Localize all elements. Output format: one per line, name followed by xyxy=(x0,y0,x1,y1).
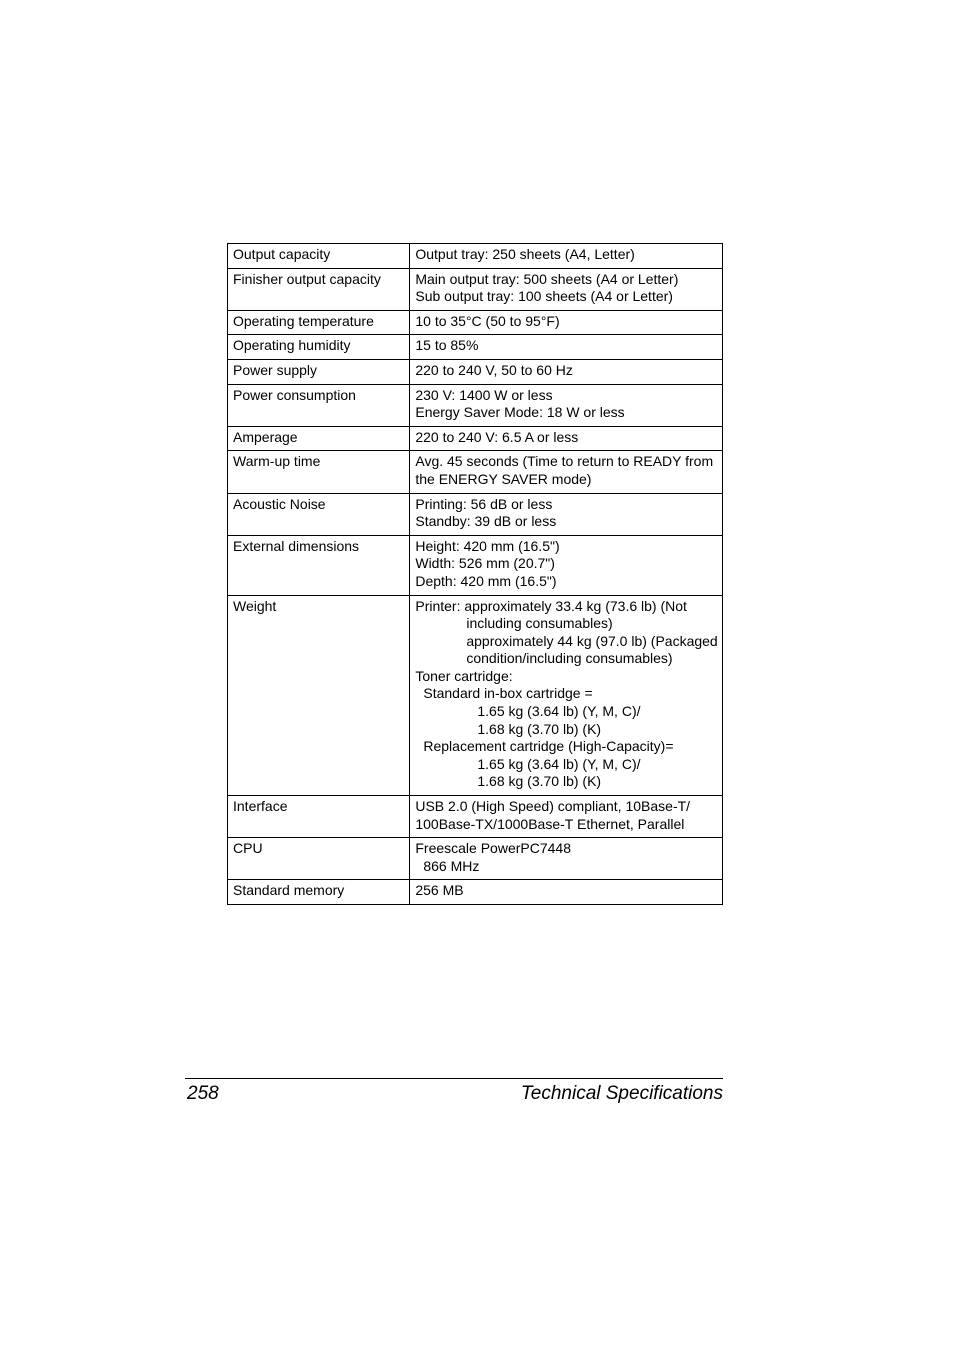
spec-value-line: approximately 44 kg (97.0 lb) (Packaged xyxy=(466,632,718,649)
spec-value-line: Sub output tray: 100 sheets (A4 or Letter) xyxy=(415,288,673,305)
spec-value xyxy=(410,244,723,269)
spec-row xyxy=(228,335,723,360)
spec-value-line: Freescale PowerPC7448 xyxy=(415,840,571,857)
spec-value-line: Depth: 420 mm (16.5") xyxy=(415,572,557,589)
spec-value-line: Main output tray: 500 sheets (A4 or Letter) xyxy=(415,270,679,287)
spec-label: Finisher output capacity xyxy=(228,268,410,310)
spec-value-line: Toner cartridge: xyxy=(415,667,513,684)
spec-label: Warm-up time xyxy=(228,451,410,493)
spec-label: External dimensions xyxy=(228,535,410,595)
spec-value xyxy=(410,268,723,310)
spec-row xyxy=(228,451,723,493)
spec-value-line: 15 to 85% xyxy=(415,337,479,354)
spec-label: Weight xyxy=(228,595,410,796)
spec-value xyxy=(410,310,723,335)
spec-value-line: 1.68 kg (3.70 lb) (K) xyxy=(477,773,602,790)
spec-label: Operating temperature xyxy=(228,310,410,335)
spec-value-line: USB 2.0 (High Speed) compliant, 10Base-T/ xyxy=(415,798,691,815)
footer-rule xyxy=(185,1078,723,1079)
spec-value-line: 220 to 240 V, 50 to 60 Hz xyxy=(415,361,573,378)
spec-label: Amperage xyxy=(228,426,410,451)
spec-label: Interface xyxy=(228,796,410,838)
spec-value xyxy=(410,359,723,384)
spec-value-line: 1.68 kg (3.70 lb) (K) xyxy=(477,720,602,737)
spec-value-line: 256 MB xyxy=(415,882,464,899)
spec-table-body xyxy=(228,244,723,905)
spec-value xyxy=(410,384,723,426)
spec-value-line: Standby: 39 dB or less xyxy=(415,513,557,530)
spec-value xyxy=(410,880,723,905)
spec-value xyxy=(410,796,723,838)
spec-label: Output capacity xyxy=(228,244,410,269)
spec-row xyxy=(228,359,723,384)
spec-value-line: Replacement cartridge (High-Capacity)= xyxy=(423,738,674,755)
spec-value-line: 866 MHz xyxy=(423,857,480,874)
footer-title: Technical Specifications xyxy=(520,1083,723,1104)
spec-row xyxy=(228,384,723,426)
spec-label: Standard memory xyxy=(228,880,410,905)
spec-row xyxy=(228,838,723,880)
spec-label: Power consumption xyxy=(228,384,410,426)
spec-value-line: Printing: 56 dB or less xyxy=(415,495,553,512)
spec-row xyxy=(228,268,723,310)
spec-value xyxy=(410,535,723,595)
spec-value xyxy=(410,595,723,796)
spec-value-line: Output tray: 250 sheets (A4, Letter) xyxy=(415,246,635,262)
spec-value-line: Height: 420 mm (16.5") xyxy=(415,537,560,554)
spec-value-line: Standard in-box cartridge = xyxy=(423,685,593,702)
spec-table xyxy=(227,243,723,905)
spec-value-line: 220 to 240 V: 6.5 A or less xyxy=(415,428,579,445)
spec-value-line: 100Base-TX/1000Base-T Ethernet, Parallel xyxy=(415,815,685,832)
spec-value-line: condition/including consumables) xyxy=(466,650,673,667)
spec-value xyxy=(410,493,723,535)
spec-value-line: Avg. 45 seconds (Time to return to READY from xyxy=(415,453,714,470)
spec-value-line: 1.65 kg (3.64 lb) (Y, M, C)/ xyxy=(477,755,641,772)
spec-value xyxy=(410,426,723,451)
spec-value-line: Energy Saver Mode: 18 W or less xyxy=(415,404,625,421)
spec-label: CPU xyxy=(228,838,410,880)
spec-label: Operating humidity xyxy=(228,335,410,360)
spec-value-line: 10 to 35°C (50 to 95°F) xyxy=(415,312,560,329)
spec-row xyxy=(228,244,723,269)
spec-value xyxy=(410,451,723,493)
spec-label: Acoustic Noise xyxy=(228,493,410,535)
spec-value-line: including consumables) xyxy=(466,615,613,632)
spec-value-line: Printer: approximately 33.4 kg (73.6 lb) (Not xyxy=(415,597,687,614)
spec-row xyxy=(228,880,723,905)
spec-value-line: 230 V: 1400 W or less xyxy=(415,386,553,403)
spec-value-line: Width: 526 mm (20.7") xyxy=(415,555,555,572)
spec-row xyxy=(228,595,723,796)
spec-label: Power supply xyxy=(228,359,410,384)
spec-row xyxy=(228,426,723,451)
spec-row xyxy=(228,796,723,838)
spec-row xyxy=(228,493,723,535)
page-number: 258 xyxy=(187,1083,219,1104)
spec-value-line: 1.65 kg (3.64 lb) (Y, M, C)/ xyxy=(477,703,641,720)
spec-row xyxy=(228,310,723,335)
spec-value xyxy=(410,838,723,880)
spec-value-line: the ENERGY SAVER mode) xyxy=(415,470,592,487)
spec-value xyxy=(410,335,723,360)
spec-row xyxy=(228,535,723,595)
